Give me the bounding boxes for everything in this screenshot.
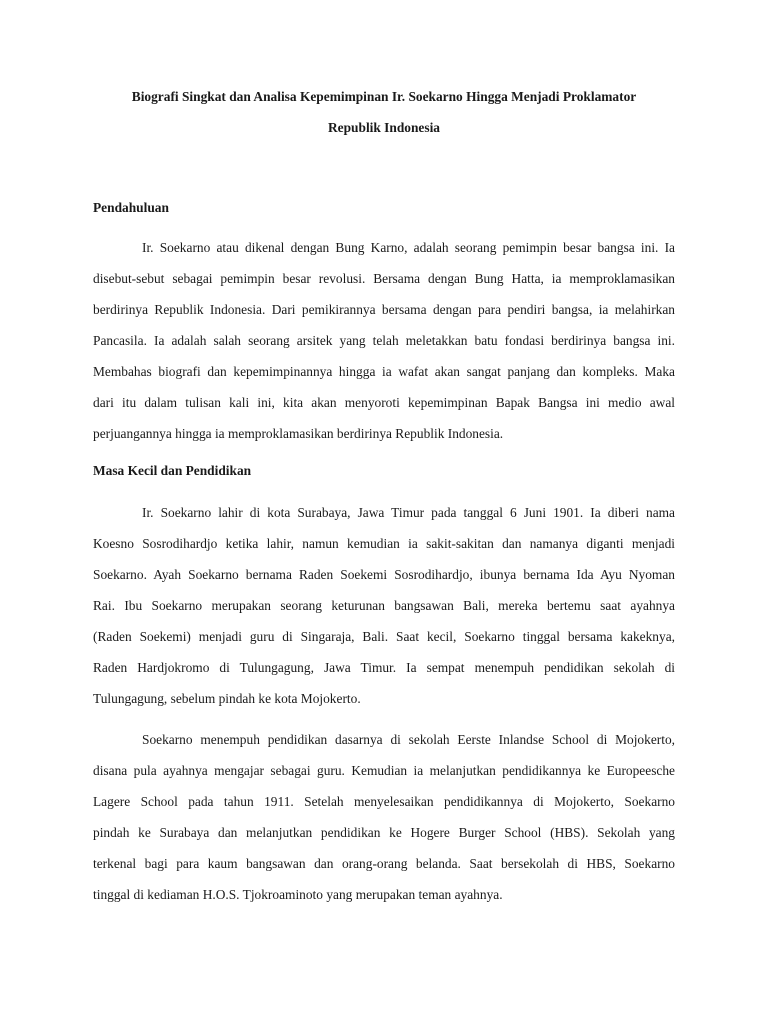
paragraph-line: Ir. Soekarno atau dikenal dengan Bung Karno, adalah seorang pemimpin besar bangsa ini. Ia	[142, 240, 675, 255]
section-heading-masa-kecil: Masa Kecil dan Pendidikan	[93, 463, 252, 478]
document-title-line-2: Republik Indonesia	[327, 120, 440, 135]
paragraph-line: Membahas biografi dan kepemimpinannya hingga ia wafat akan sangat panjang dan kompleks. Maka	[93, 364, 675, 379]
paragraph-line: Soekarno. Ayah Soekarno bernama Raden Soekemi Sosrodihardjo, ibunya bernama Ida Ayu Nyoman	[93, 567, 675, 582]
paragraph-line: tinggal di kediaman H.O.S. Tjokroaminoto yang merupakan teman ayahnya.	[93, 887, 503, 902]
paragraph-line: Raden Hardjokromo di Tulungagung, Jawa Timur. Ia sempat menempuh pendidikan sekolah di	[93, 660, 675, 675]
paragraph-line: berdirinya Republik Indonesia. Dari pemikirannya bersama dengan para pendiri bangsa, ia melahirkan	[93, 302, 675, 317]
document-title-line-1: Biografi Singkat dan Analisa Kepemimpinan Ir. Soekarno Hingga Menjadi Proklamator	[131, 89, 637, 104]
paragraph-line: Pancasila. Ia adalah salah seorang arsitek yang telah meletakkan batu fondasi berdirinya bangsa ini.	[93, 333, 675, 348]
paragraph-line: dari itu dalam tulisan kali ini, kita akan menyoroti kepemimpinan Bapak Bangsa ini medio awal	[93, 395, 675, 410]
paragraph-line: pindah ke Surabaya dan melanjutkan pendidikan ke Hogere Burger School (HBS). Sekolah yang	[93, 825, 675, 840]
section-heading-pendahuluan: Pendahuluan	[93, 200, 169, 215]
paragraph-line: disana pula ayahnya mengajar sebagai guru. Kemudian ia melanjutkan pendidikannya ke Europeesche	[93, 763, 675, 778]
paragraph-line: Rai. Ibu Soekarno merupakan seorang keturunan bangsawan Bali, mereka bertemu saat ayahnya	[93, 598, 675, 613]
paragraph-line: Ir. Soekarno lahir di kota Surabaya, Jawa Timur pada tanggal 6 Juni 1901. Ia diberi nama	[142, 505, 675, 520]
paragraph-line: Tulungagung, sebelum pindah ke kota Mojokerto.	[93, 691, 361, 706]
paragraph-line: Soekarno menempuh pendidikan dasarnya di sekolah Eerste Inlandse School di Mojokerto,	[142, 732, 675, 747]
paragraph-line: terkenal bagi para kaum bangsawan dan orang-orang belanda. Saat bersekolah di HBS, Soekarno	[93, 856, 675, 871]
paragraph-line: Lagere School pada tahun 1911. Setelah menyelesaikan pendidikannya di Mojokerto, Soekarno	[93, 794, 675, 809]
paragraph-line: Koesno Sosrodihardjo ketika lahir, namun kemudian ia sakit-sakitan dan namanya diganti menjadi	[93, 536, 675, 551]
paragraph-line: perjuangannya hingga ia memproklamasikan berdirinya Republik Indonesia.	[93, 426, 504, 441]
paragraph-line: (Raden Soekemi) menjadi guru di Singaraja, Bali. Saat kecil, Soekarno tinggal bersama kakeknya,	[93, 629, 675, 644]
paragraph-line: disebut-sebut sebagai pemimpin besar revolusi. Bersama dengan Bung Hatta, ia memproklamasikan	[93, 271, 675, 286]
